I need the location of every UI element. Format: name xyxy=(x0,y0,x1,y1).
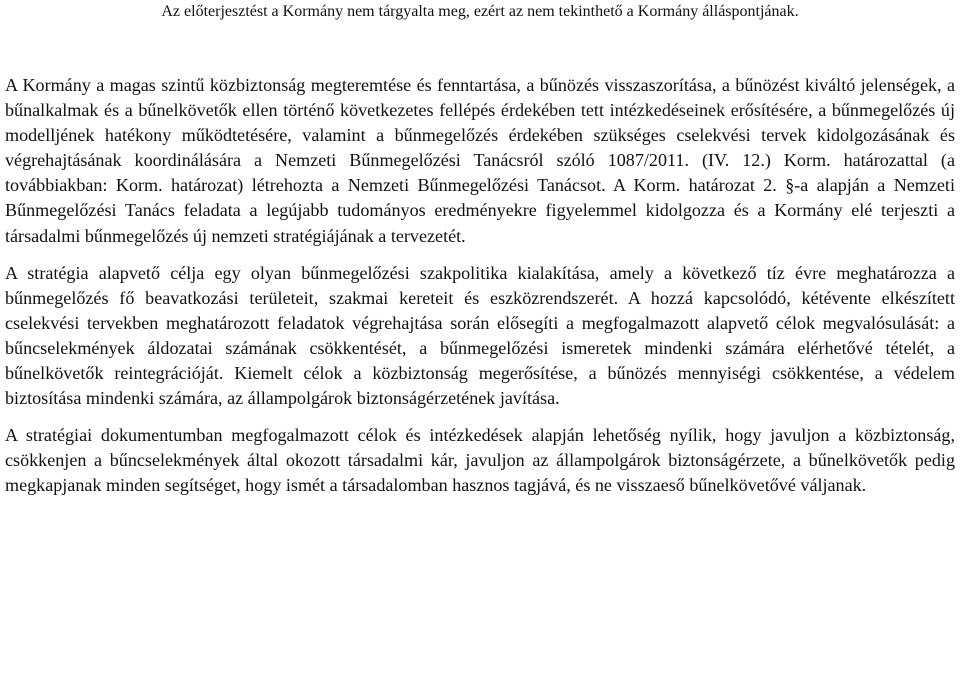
disclaimer-note: Az előterjesztést a Kormány nem tárgyalta meg, ezért az nem tekinthető a Kormány álláspontjának. xyxy=(161,3,799,20)
body-paragraph-1: A Kormány a magas szintű közbiztonság megteremtése és fenntartása, a bűnözés visszaszorítása, a bűnözést kiváltó jelenségek, a bűnalkalmak és a bűnelkövetők ellen történő következetes fellépés érdekében tett intézkedéseinek erősítésére, a bűnmegelőzés új modelljének hatékony működtetésére, valamint a bűnmegelőzés érdekében szükséges cselekvési tervek kidolgozásának és végrehajtásának koordinálására a Nemzeti Bűnmegelőzési Tanácsról szóló 1087/2011. (IV. 12.) Korm. határozattal (a továbbiakban: Korm. határozat) létrehozta a Nemzeti Bűnmegelőzési Tanácsot. A Korm. határozat 2. §-a alapján a Nemzeti Bűnmegelőzési Tanács feladata a legújabb tudományos eredményekre figyelemmel kidolgozza és a Kormány elé terjeszti a társadalmi bűnmegelőzés új nemzeti stratégiájának a tervezetét. xyxy=(5,75,955,246)
body-paragraph-3: A stratégiai dokumentumban megfogalmazott célok és intézkedések alapján lehetőség nyílik, hogy javuljon a közbiztonság, csökkenjen a bűncselekmények által okozott társadalmi kár, javuljon az állampolgárok biztonságérzete, a bűnelkövetők pedig megkapjanak minden segítséget, hogy ismét a társadalomban hasznos tagjává, és ne visszaeső bűnelkövetővé váljanak. xyxy=(5,425,955,496)
body-paragraph-2: A stratégia alapvető célja egy olyan bűnmegelőzési szakpolitika kialakítása, amely a következő tíz évre meghatározza a bűnmegelőzés fő beavatkozási területeit, szakmai kereteit és eszközrendszerét. A hozzá kapcsolódó, kétévente elkészített cselekvési tervekben meghatározott feladatok végrehajtása során elősegíti a megfogalmazott alapvető célok megvalósulását: a bűncselekmények áldozatai számának csökkentését, a bűnmegelőzési ismeretek mindenki számára elérhetővé tételét, a bűnelkövetők reintegrációját. Kiemelt célok a közbiztonság megerősítése, a bűnözés mennyiségi csökkentése, a védelem biztosítása mindenki számára, az állampolgárok biztonságérzetének javítása. xyxy=(5,262,955,409)
